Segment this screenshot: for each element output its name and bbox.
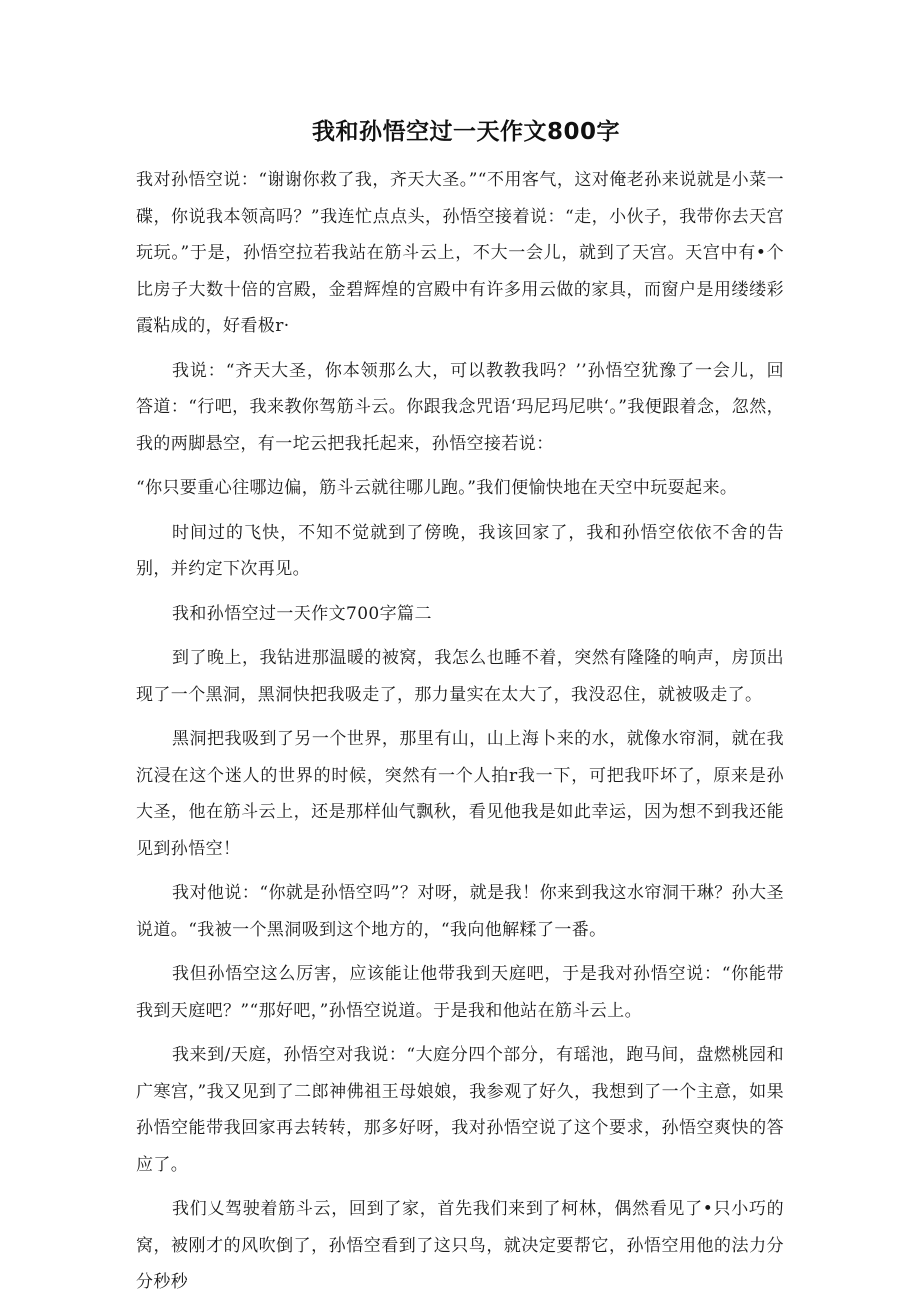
paragraph-8: 我对他说：“你就是孙悟空吗”？对呀，就是我！你来到我这水帘洞干琳？孙大圣说道。“我被一个黑洞吸到这个地方的，“我向他解糅了一番。	[136, 883, 784, 940]
paragraph-9: 我但孙悟空这么厉害，应该能让他带我到天庭吧，于是我对孙悟空说：“你能带我到天庭吧？”“那好吧，”孙悟空说道。于是我和他站在筋斗云上。	[136, 964, 784, 1021]
paragraph-7: 黑洞把我吸到了另一个世界，那里有山，山上海卜来的水，就像水帘洞，就在我沉浸在这个迷人的世界的时候，突然有一个人拍r我一下，可把我吓坏了，原来是孙大圣，他在筋斗云上，还是那样仙气飘秋，看见他我是如此幸运，因为想不到我还能见到孙悟空！	[136, 729, 784, 859]
paragraph-4: 时间过的飞快，不知不觉就到了傍晚，我该回家了，我和孙悟空依依不舍的告别，并约定下次再见。	[136, 522, 784, 579]
paragraph-10: 我来到/天庭，孙悟空对我说：“大庭分四个部分，有瑶池，跑马间，盘燃桃园和广寒宫，”我又见到了二郎神佛祖王母娘娘，我参观了好久，我想到了一个主意，如果孙悟空能带我回家再去转转，那多好呀，我对孙悟空说了这个要求，孙悟空爽快的答应了。	[136, 1045, 784, 1175]
section-heading: 我和孙悟空过一天作文700字篇二	[172, 603, 432, 624]
document-page	[136, 112, 784, 1309]
paragraph-3: “你只要重心往哪边偏，筋斗云就往哪儿跑。”我们便愉快地在天空中玩耍起来。	[136, 478, 738, 498]
paragraph-6: 到了晚上，我钻进那温暖的被窝，我怎么也睡不着，突然有隆隆的响声，房顶出现了一个黑洞，黑洞快把我吸走了，那力量实在太大了，我没忍住，就被吸走了。	[136, 648, 784, 705]
paragraph-2: 我说：“齐天大圣，你本领那么大，可以教教我吗？’’孙悟空犹豫了一会儿，回答道：“行吧，我来教你驾筋斗云。你跟我念咒语‘玛尼玛尼哄‘。”我便跟着念，忽然，我的两脚悬空，有一坨云把我托起来，孙悟空接若说：	[136, 360, 785, 454]
paragraph-1: 我对孙悟空说：“谢谢你救了我，齐天大圣。”“不用客气，这对俺老孙来说就是小菜一碟，你说我本领高吗？”我连忙点点头，孙悟空接着说：“走，小伙子，我带你去天宫玩玩。”于是，孙悟空拉若我站在筋斗云上，不大一会儿，就到了天宫。天宫中有•个比房子大数十倍的宫殿，金碧辉煌的宫殿中有许多用云做的家具，而窗户是用缕缕彩霞粘成的，好看极r·	[136, 170, 784, 336]
paragraph-11: 我们乂驾驶着筋斗云，回到了家，首先我们来到了柯林，偶然看见了•只小巧的窝，被刚才的风吹倒了，孙悟空看到了这只鸟，就决定要帮它，孙悟空用他的法力分分秒秒	[136, 1199, 784, 1292]
page-title: 我和孙悟空过一天作文800字	[311, 119, 620, 145]
